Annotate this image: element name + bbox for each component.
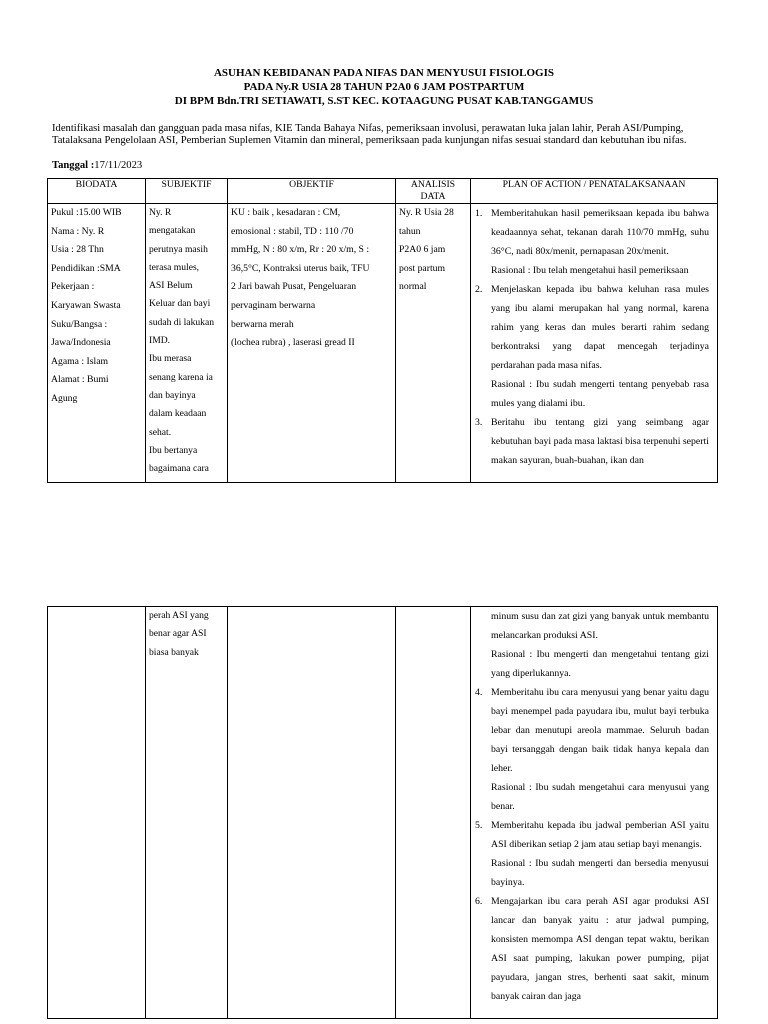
subjektif-line: IMD. — [149, 335, 171, 347]
biodata-line: Agung — [51, 392, 78, 404]
subjektif-cell-cont — [146, 607, 228, 1019]
subjektif-line: Keluar dan bayi — [149, 298, 211, 310]
plan-item — [471, 280, 717, 413]
analisis-line: normal — [399, 281, 427, 293]
plan-item-rasional: Rasional : Ibu sudah mengerti dan bersedia menyusui bayinya. — [491, 858, 709, 888]
biodata-line: Jawa/Indonesia — [51, 337, 111, 349]
objektif-line: emosional : stabil, TD : 110 /70 — [231, 225, 354, 237]
biodata-line: Karyawan Swasta — [51, 299, 121, 311]
plan-item-number: 5. — [475, 820, 483, 831]
biodata-cell — [48, 204, 146, 483]
subjektif-line: sudah di lakukan — [149, 316, 215, 328]
subjektif-line: Ibu bertanya — [149, 444, 198, 456]
plan-item-text: Memberitahu kepada ibu jadwal pemberian ASI yaitu ASI diberikan setiap 2 jam atau setiap bayi menangis. — [491, 820, 709, 850]
objektif-line: 2 Jari bawah Pusat, Pengeluaran — [231, 281, 357, 293]
subjektif-cell — [146, 204, 228, 483]
biodata-line: Suku/Bangsa : — [51, 318, 108, 330]
plan-item-text: Mengajarkan ibu cara perah ASI agar produksi ASI lancar dan banyak yaitu : atur jadwal pumping, konsisten memompa ASI dengan tepat waktu, berikan ASI saat pumping, lakukan power pumping, pijat payudara, jangan stres, berhenti saat sakit, minum banyak cairan dan jaga — [491, 896, 709, 1002]
objektif-line: 36,5°C, Kontraksi uterus baik, TFU — [231, 262, 370, 274]
subjektif-line: perah ASI yang — [149, 610, 209, 621]
objektif-line: berwarna merah — [231, 318, 294, 330]
plan-item-text: Menjelaskan kepada ibu bahwa keluhan rasa mules yang ibu alami merupakan hal yang normal, karena rahim yang keras dan mules berarti rahim sedang berkontraksi yang dapat mencegah terjadinya perdarahan pada masa nifas. — [491, 284, 709, 371]
plan-item-rasional: Rasional : Ibu telah mengetahui hasil pemeriksaan — [491, 265, 689, 276]
subjektif-line: dalam keadaan — [149, 408, 207, 420]
biodata-line: Pendidikan :SMA — [51, 262, 121, 274]
plan-continuation-rasional: Rasional : Ibu mengerti dan mengetahui tentang gizi yang diperlukannya. — [491, 649, 709, 679]
subjektif-line: benar agar ASI — [149, 628, 207, 640]
date-label: Tanggal : — [52, 160, 95, 171]
subjektif-line: perutnya masih — [149, 243, 208, 255]
biodata-line: Usia : 28 Thn — [51, 244, 104, 256]
subjektif-line: Ny. R — [149, 207, 172, 218]
biodata-line: Alamat : Bumi — [51, 374, 109, 386]
subjektif-line: bagaimana cara — [149, 463, 209, 475]
plan-item — [471, 204, 717, 280]
date-value: 17/11/2023 — [94, 160, 143, 171]
subjektif-line: dan bayinya — [149, 389, 196, 401]
analisis-cell — [396, 204, 471, 483]
objektif-line: mmHg, N : 80 x/m, Rr : 20 x/m, S : — [231, 244, 370, 256]
plan-item-text: Memberitahukan hasil pemeriksaan kepada ibu bahwa keadaannya sehat, tekanan darah 110/70 mmHg, suhu 36°C, nadi 80x/menit, pernapasan 20x/menit. — [491, 208, 709, 257]
plan-continuation-text: minum susu dan zat gizi yang banyak untuk membantu melancarkan produksi ASI. — [491, 611, 709, 641]
subjektif-line: terasa mules, — [149, 261, 200, 273]
plan-item — [471, 892, 717, 1006]
objektif-cell — [228, 204, 396, 483]
objektif-cell-cont — [228, 607, 396, 1019]
objektif-line: pervaginam berwarna — [231, 299, 316, 311]
biodata-line: Nama : Ny. R — [51, 225, 105, 237]
plan-item-number: 3. — [475, 417, 483, 428]
subjektif-line: ASI Belum — [149, 280, 193, 292]
analisis-line: P2A0 6 jam — [399, 244, 446, 256]
analisis-line: tahun — [399, 225, 421, 237]
plan-item-number: 6. — [475, 896, 483, 907]
plan-item — [471, 816, 717, 892]
subjektif-line: biasa banyak — [149, 646, 199, 658]
subjektif-line: senang karena ia — [149, 371, 213, 383]
column-header-plan-of-action: PLAN OF ACTION / PENATALAKSANAAN — [471, 179, 718, 204]
column-header-biodata: BIODATA — [48, 179, 146, 204]
asuhan-table-part-1 — [47, 178, 718, 483]
biodata-line: Agama : Islam — [51, 355, 109, 367]
plan-cell-cont — [471, 607, 718, 1019]
plan-item-number: 1. — [475, 208, 483, 219]
plan-item — [471, 683, 717, 816]
plan-item-rasional: Rasional : Ibu sudah mengerti tentang penyebab rasa mules yang dialami ibu. — [491, 379, 709, 409]
plan-cell — [471, 204, 718, 483]
column-header-objektif: OBJEKTIF — [228, 179, 396, 204]
column-header-analisis-data: ANALISIS DATA — [396, 179, 471, 204]
analisis-line: Ny. R Usia 28 — [399, 207, 454, 218]
analisis-cell-cont — [396, 607, 471, 1019]
plan-item-text: Beritahu ibu tentang gizi yang seimbang agar kebutuhan bayi pada masa laktasi bisa terpenuhi seperti makan sayuran, buah-buahan, ikan dan — [491, 417, 709, 466]
subjektif-line: sehat. — [149, 426, 172, 438]
document-title-line-1: ASUHAN KEBIDANAN PADA NIFAS DAN MENYUSUI FISIOLOGIS — [213, 67, 555, 79]
objektif-line: (lochea rubra) , laserasi gread II — [231, 337, 355, 349]
biodata-cell-cont — [48, 607, 146, 1019]
analisis-line: post partum — [399, 262, 446, 274]
plan-item-number: 2. — [475, 284, 483, 295]
plan-item-continuation — [471, 607, 717, 683]
subjektif-line: mengatakan — [149, 225, 196, 237]
biodata-line: Pukul :15.00 WIB — [51, 207, 122, 218]
plan-item-number: 4. — [475, 687, 483, 698]
intro-paragraph: Identifikasi masalah dan gangguan pada masa nifas, KIE Tanda Bahaya Nifas, pemeriksaan involusi, perawatan luka jalan lahir, Perah ASI/Pumping, Tatalaksana Pengelolaan ASI, Pemberian Suplemen Vitamin dan mineral, pemeriksaan pada kunjungan nifas sesuai standard dan kebutuhan ibu nifas. — [52, 123, 687, 147]
document-title-line-2: PADA Ny.R USIA 28 TAHUN P2A0 6 JAM POSTPARTUM — [243, 81, 525, 93]
plan-item-text: Memberitahu ibu cara menyusui yang benar yaitu dagu bayi menempel pada payudara ibu, mulut bayi terbuka lebar dan menutupi areola mammae. Seluruh badan bayi tersanggah dengan baik tidak hanya kepala dan leher. — [491, 687, 709, 774]
biodata-line: Pekerjaan : — [51, 281, 95, 293]
column-header-subjektif: SUBJEKTIF — [146, 179, 228, 204]
subjektif-line: Ibu merasa — [149, 353, 192, 365]
asuhan-table-part-2 — [47, 606, 718, 1019]
date-line — [52, 160, 142, 171]
plan-item — [471, 413, 717, 470]
objektif-line: KU : baik , kesadaran : CM, — [231, 207, 341, 218]
plan-item-rasional: Rasional : Ibu sudah mengetahui cara menyusui yang benar. — [491, 782, 709, 812]
document-title-line-3: DI BPM Bdn.TRI SETIAWATI, S.ST KEC. KOTAAGUNG PUSAT KAB.TANGGAMUS — [174, 95, 594, 107]
